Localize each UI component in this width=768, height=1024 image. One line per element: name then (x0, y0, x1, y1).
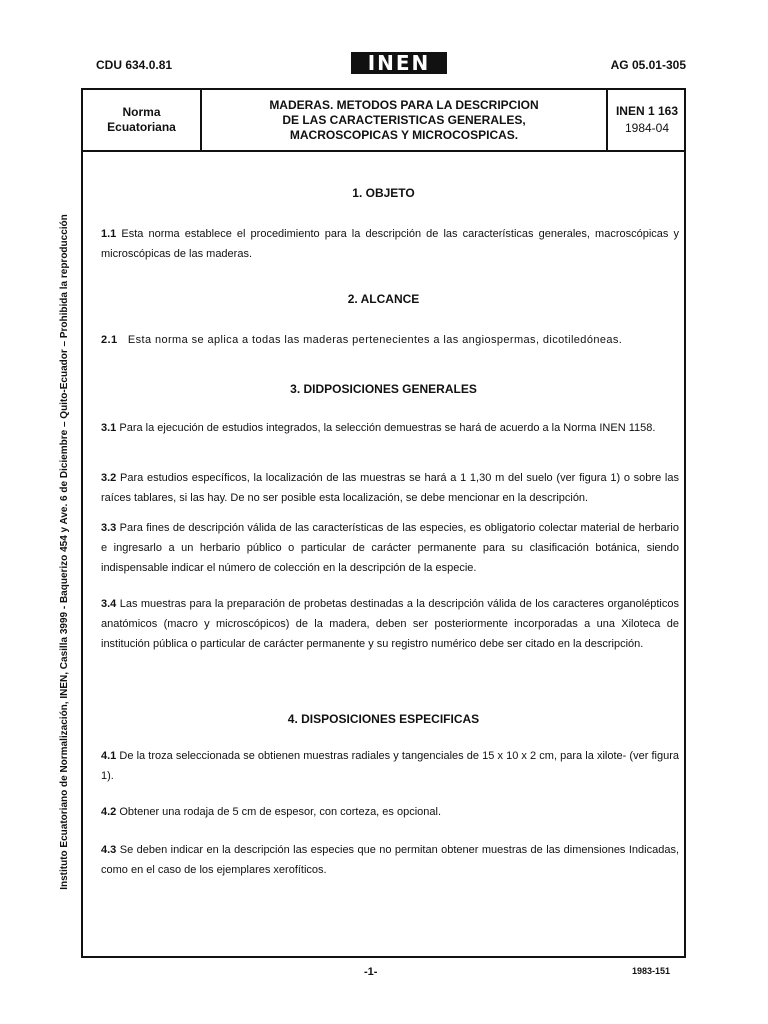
side-institution-text: Instituto Ecuatoriano de Normalización, INEN, Casilla 3999 - Baquerizo 454 y Ave. 6 de Diciembre – Quito-Ecuador – Prohibida la reproducción (59, 214, 70, 890)
paragraph-3-3 (101, 518, 679, 578)
standard-code: INEN 1 163 (615, 104, 679, 118)
paragraph-text: Para la ejecución de estudios integrados, la selección demuestras se hará de acuerdo a la Norma INEN 1158. (119, 422, 656, 434)
paragraph-number: 3.1 (101, 422, 117, 434)
paragraph-number: 4.3 (101, 844, 117, 856)
paragraph-4-2 (101, 802, 679, 822)
paragraph-number: 2.1 (101, 334, 118, 346)
title-line1: MADERAS. METODOS PARA LA DESCRIPCION (269, 97, 539, 112)
code-cell (608, 90, 686, 150)
paragraph-text: De la troza seleccionada se obtienen muestras radiales y tangenciales de 15 x 10 x 2 cm, para la xilote- (ver figura 1). (101, 750, 679, 782)
page-number: -1- (364, 966, 378, 978)
cdu-code: CDU 634.0.81 (96, 58, 173, 72)
standard-date: 1984-04 (624, 121, 670, 135)
norma-line2: Ecuatoriana (107, 120, 176, 134)
paragraph-3-4 (101, 594, 679, 654)
footer-code: 1983-151 (632, 966, 671, 976)
paragraph-number: 4.1 (101, 750, 117, 762)
paragraph-3-2 (101, 468, 679, 508)
paragraph-4-3 (101, 840, 679, 880)
title-cell (202, 90, 608, 150)
paragraph-1-1 (101, 224, 679, 264)
paragraph-text: Las muestras para la preparación de probetas destinadas a la descripción válida de los caracteres organolépticos anatómicos (macro y microscópicos) de la madera, deben ser posteriormente incorporadas a una Xiloteca de institución pública o particular de carácter permanente y su registro numérico debe ser citado en la descripción. (101, 598, 679, 650)
norma-cell (83, 90, 202, 150)
section-objeto: 1. OBJETO (352, 186, 415, 200)
inen-logo (351, 52, 447, 74)
paragraph-number: 1.1 (101, 228, 117, 240)
paragraph-text: Esta norma se aplica a todas las maderas pertenecientes a las angiospermas, dicotiledóneas. (127, 334, 623, 346)
title-line2: DE LAS CARACTERISTICAS GENERALES, (282, 112, 526, 127)
paragraph-text: Obtener una rodaja de 5 cm de espesor, con corteza, es opcional. (119, 806, 442, 818)
section-alcance: 2. ALCANCE (347, 292, 420, 306)
norma-line1: Norma (122, 105, 161, 119)
paragraph-number: 4.2 (101, 806, 117, 818)
paragraph-number: 3.2 (101, 472, 117, 484)
paragraph-number: 3.3 (101, 522, 117, 534)
paragraph-text: Esta norma establece el procedimiento para la descripción de las características generales, macroscópicas y microscópicas de las maderas. (101, 228, 679, 260)
paragraph-number: 3.4 (101, 598, 117, 610)
paragraph-3-1 (101, 418, 679, 438)
logo-text: INEN (367, 51, 431, 75)
paragraph-4-1 (101, 746, 679, 786)
section-disposiciones-especificas: 4. DISPOSICIONES ESPECIFICAS (287, 712, 480, 726)
title-line3: MACROSCOPICAS Y MICROCOSPICAS. (289, 127, 519, 142)
title-table (83, 90, 684, 152)
paragraph-text: Para fines de descripción válida de las características de las especies, es obligatorio colectar material de herbario e ingresarlo a un herbario público o particular de carácter permanente para su clasificación botánica, siendo indispensable indicar el número de colección en la descripción de la especie. (101, 522, 679, 574)
section-disposiciones-generales: 3. DIDPOSICIONES GENERALES (290, 382, 477, 396)
paragraph-text: Para estudios específicos, la localización de las muestras se hará a 1 1,30 m del suelo (ver figura 1) o sobre las raíces tablares, si las hay. De no ser posible esta localización, se debe mencionar en la descripción. (101, 472, 679, 504)
paragraph-text: Se deben indicar en la descripción las especies que no permitan obtener muestras de las dimensiones Indicadas, como en el caso de los ejemplares xerofíticos. (101, 844, 680, 876)
document-frame (81, 88, 686, 958)
paragraph-2-1 (101, 330, 679, 350)
ag-code: AG 05.01-305 (610, 58, 686, 72)
